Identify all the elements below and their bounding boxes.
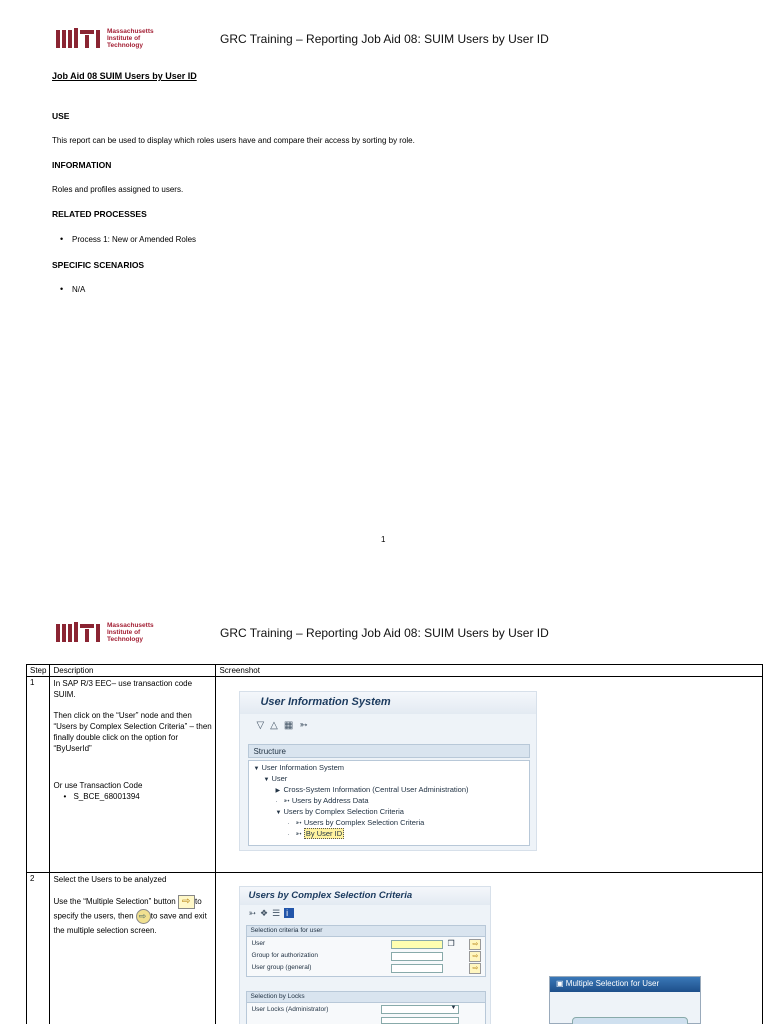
tree-node[interactable]: ▶ Cross-System Information (Central User Administration)	[275, 785, 469, 794]
table-header-row	[27, 665, 763, 677]
specific-scenarios-label: SPECIFIC SCENARIOS	[52, 260, 145, 270]
grid-icon[interactable]: ▦	[283, 720, 300, 731]
save-exit-icon	[136, 909, 151, 924]
window-icon: ▣	[556, 979, 564, 988]
selection-icon[interactable]: ☰	[272, 908, 285, 918]
related-processes-label: RELATED PROCESSES	[52, 209, 147, 219]
sap-toolbar	[256, 720, 313, 731]
expand-icon: ▼	[253, 766, 260, 772]
authorization-group-input[interactable]	[391, 952, 443, 961]
information-label: INFORMATION	[52, 160, 112, 170]
variant-icon[interactable]: ❖	[260, 908, 273, 918]
group-header: Selection criteria for user	[247, 926, 485, 937]
tree-node[interactable]: · ➳ Users by Address Data	[275, 796, 369, 805]
field-label: User	[251, 940, 266, 947]
popup-title: ▣ Multiple Selection for User	[550, 977, 700, 992]
sap-window-title: Users by Complex Selection Criteria	[240, 887, 490, 905]
mit-logo	[56, 28, 166, 50]
chevron-down-icon: ▼	[450, 1005, 457, 1011]
structure-header: Structure	[248, 744, 530, 758]
header-screenshot: Screenshot	[216, 665, 763, 677]
filter-icon[interactable]: ▽	[256, 720, 271, 731]
document-title: GRC Training – Reporting Job Aid 08: SUIM Users by User ID	[220, 626, 549, 640]
logo-text: Massachusetts Institute of Technology	[107, 28, 154, 49]
collapse-icon: ▶	[275, 788, 281, 794]
popup-tab[interactable]	[572, 1017, 688, 1024]
user-locks-select[interactable]	[381, 1005, 459, 1014]
page-header	[56, 622, 728, 646]
multiple-selection-button[interactable]: ⇨	[469, 939, 481, 950]
find-icon[interactable]: △	[270, 720, 284, 731]
selection-criteria-group	[246, 925, 486, 977]
step-screenshot	[216, 677, 763, 873]
execute-icon: ➳	[283, 796, 290, 805]
related-process-item: • Process 1: New or Amended Roles	[72, 235, 196, 244]
multiple-selection-button[interactable]: ⇨	[469, 963, 481, 974]
step-number: 2	[27, 873, 50, 1024]
mit-logo	[56, 622, 166, 644]
tree-node[interactable]: ▼ User	[263, 774, 288, 783]
sap-complex-selection	[239, 886, 491, 1024]
steps-table	[26, 664, 763, 1024]
page-header	[56, 28, 728, 52]
use-text: This report can be used to display which roles users have and compare their access by sorting by role.	[52, 136, 415, 145]
field-label: Group for authorization	[251, 952, 318, 959]
multiple-selection-icon	[178, 895, 195, 909]
document-page-2	[0, 600, 768, 1024]
sap-toolbar	[248, 908, 294, 919]
sap-user-information-system	[239, 691, 537, 851]
tree-node[interactable]: ▼ Users by Complex Selection Criteria	[275, 807, 404, 816]
tree-node[interactable]: · ➳ Users by Complex Selection Criteria	[287, 818, 425, 827]
header-step: Step	[27, 665, 50, 677]
page-heading: Job Aid 08 SUIM Users by User ID	[52, 71, 197, 81]
group-header: Selection by Locks	[247, 992, 485, 1003]
execute-icon[interactable]: ➳	[299, 720, 314, 731]
execute-icon: ➳	[295, 818, 302, 827]
header-description: Description	[50, 665, 216, 677]
field-label: User Locks (Administrator)	[251, 1006, 329, 1013]
table-row	[27, 677, 763, 873]
sap-tree	[248, 760, 530, 846]
field-label: User group (general)	[251, 964, 312, 971]
document-title: GRC Training – Reporting Job Aid 08: SUIM Users by User ID	[220, 32, 549, 46]
multiple-selection-button[interactable]: ⇨	[469, 951, 481, 962]
lock-field-input[interactable]	[381, 1017, 459, 1024]
step-description: Select the Users to be analyzed Use the “Multiple Selection” button ⇨ to specify the users, then ⇨ to save and exit the multiple selection screen.	[50, 873, 216, 1024]
step-number: 1	[27, 677, 50, 873]
user-input[interactable]	[391, 940, 443, 949]
information-text: Roles and profiles assigned to users.	[52, 185, 184, 194]
tree-node[interactable]: ▼ User Information System	[253, 763, 344, 772]
page-number: 1	[381, 535, 386, 544]
multiple-selection-popup	[549, 976, 701, 1024]
mit-logo-icon	[56, 622, 102, 642]
expand-icon: ▼	[263, 777, 270, 783]
sap-window-title: User Information System	[240, 692, 536, 714]
step-description: In SAP R/3 EEC– use transaction code SUIM. Then click on the “User” node and then “Users by Complex Selection Criteria” – then finally double click on the option for “ByUserId” Or use Transaction Code • S_BCE_68001394	[50, 677, 216, 873]
info-icon[interactable]: i	[286, 908, 293, 918]
copy-icon[interactable]: ❐	[447, 939, 455, 948]
selection-by-locks-group	[246, 991, 486, 1024]
tree-node-by-user-id[interactable]: · ➳ By User ID	[287, 829, 343, 838]
logo-text: Massachusetts Institute of Technology	[107, 622, 154, 643]
mit-logo-icon	[56, 28, 102, 48]
use-label: USE	[52, 111, 70, 121]
expand-icon: ▼	[275, 810, 282, 816]
user-group-input[interactable]	[391, 964, 443, 973]
execute-icon: ➳	[295, 829, 302, 838]
scenario-item: • N/A	[72, 285, 85, 294]
execute-icon[interactable]: ➳	[248, 908, 261, 918]
